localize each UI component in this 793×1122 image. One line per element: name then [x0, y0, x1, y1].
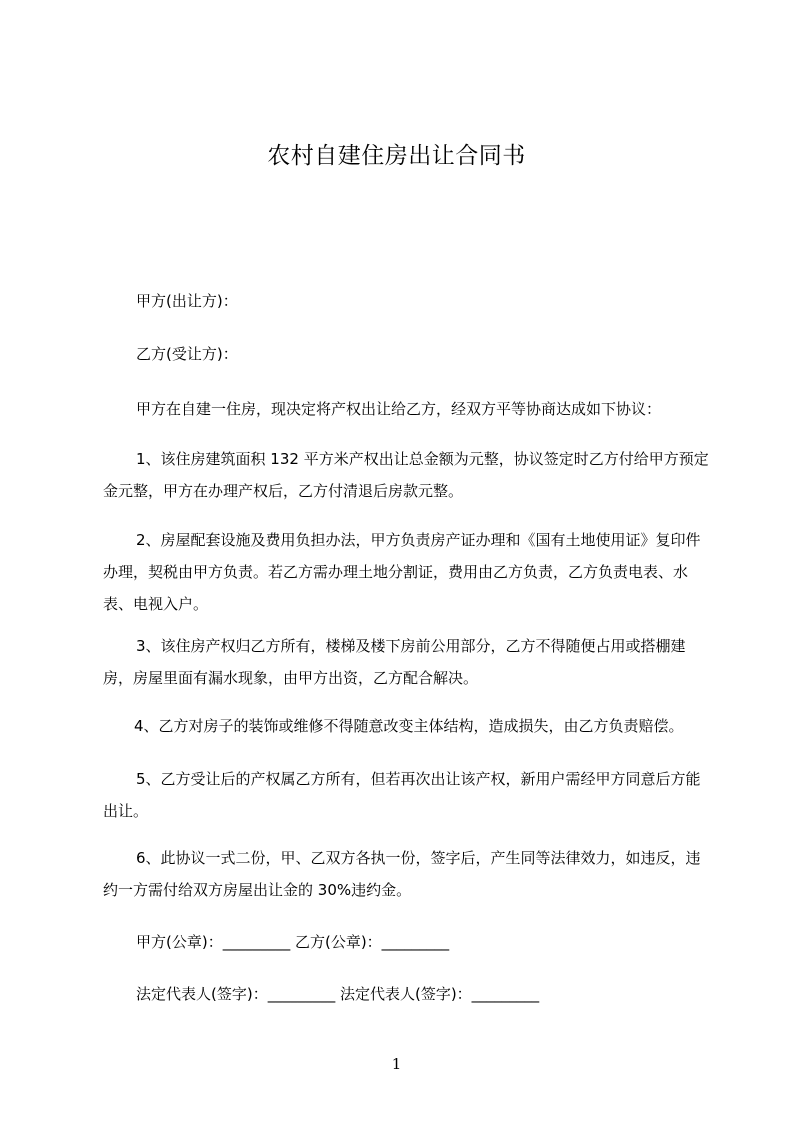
clause-5: 5、乙方受让后的产权属乙方所有，但若再次出让该产权，新用户需经甲方同意后方能出让。 — [103, 770, 701, 820]
page-number: 1 — [391, 1055, 402, 1073]
clause-1: 1、该住房建筑面积 132 平方米产权出让总金额为元整，协议签定时乙方付给甲方预定金元整，甲方在办理产权后，乙方付清退后房款元整。 — [103, 450, 709, 500]
clause-6: 6、此协议一式二份，甲、乙双方各执一份，签字后，产生同等法律效力，如违反，违约一方需付给双方房屋出让金的 30%违约金。 — [103, 849, 701, 899]
party-b-label: 乙方(受让方)： — [136, 345, 238, 363]
signature-line: 法定代表人(签字)：_________ 法定代表人(签字)：_________ — [136, 985, 540, 1003]
clause-2: 2、房屋配套设施及费用负担办法，甲方负责房产证办理和《国有土地使用证》复印件办理，契税由甲方负责。若乙方需办理土地分割证，费用由乙方负责，乙方负责电表、水表、电视入户。 — [103, 531, 701, 613]
clause-3: 3、该住房产权归乙方所有，楼梯及楼下房前公用部分，乙方不得随便占用或搭棚建房，房屋里面有漏水现象，由甲方出资，乙方配合解决。 — [103, 637, 686, 687]
party-a-label: 甲方(出让方)： — [136, 292, 238, 310]
intro-paragraph: 甲方在自建一住房，现决定将产权出让给乙方，经双方平等协商达成如下协议： — [136, 400, 662, 418]
document-title: 农村自建住房出让合同书 — [267, 143, 526, 169]
seal-line: 甲方(公章)：_________ 乙方(公章)：_________ — [136, 933, 450, 951]
clause-4: 4、乙方对房子的装饰或维修不得随意改变主体结构，造成损失，由乙方负责赔偿。 — [134, 717, 684, 735]
